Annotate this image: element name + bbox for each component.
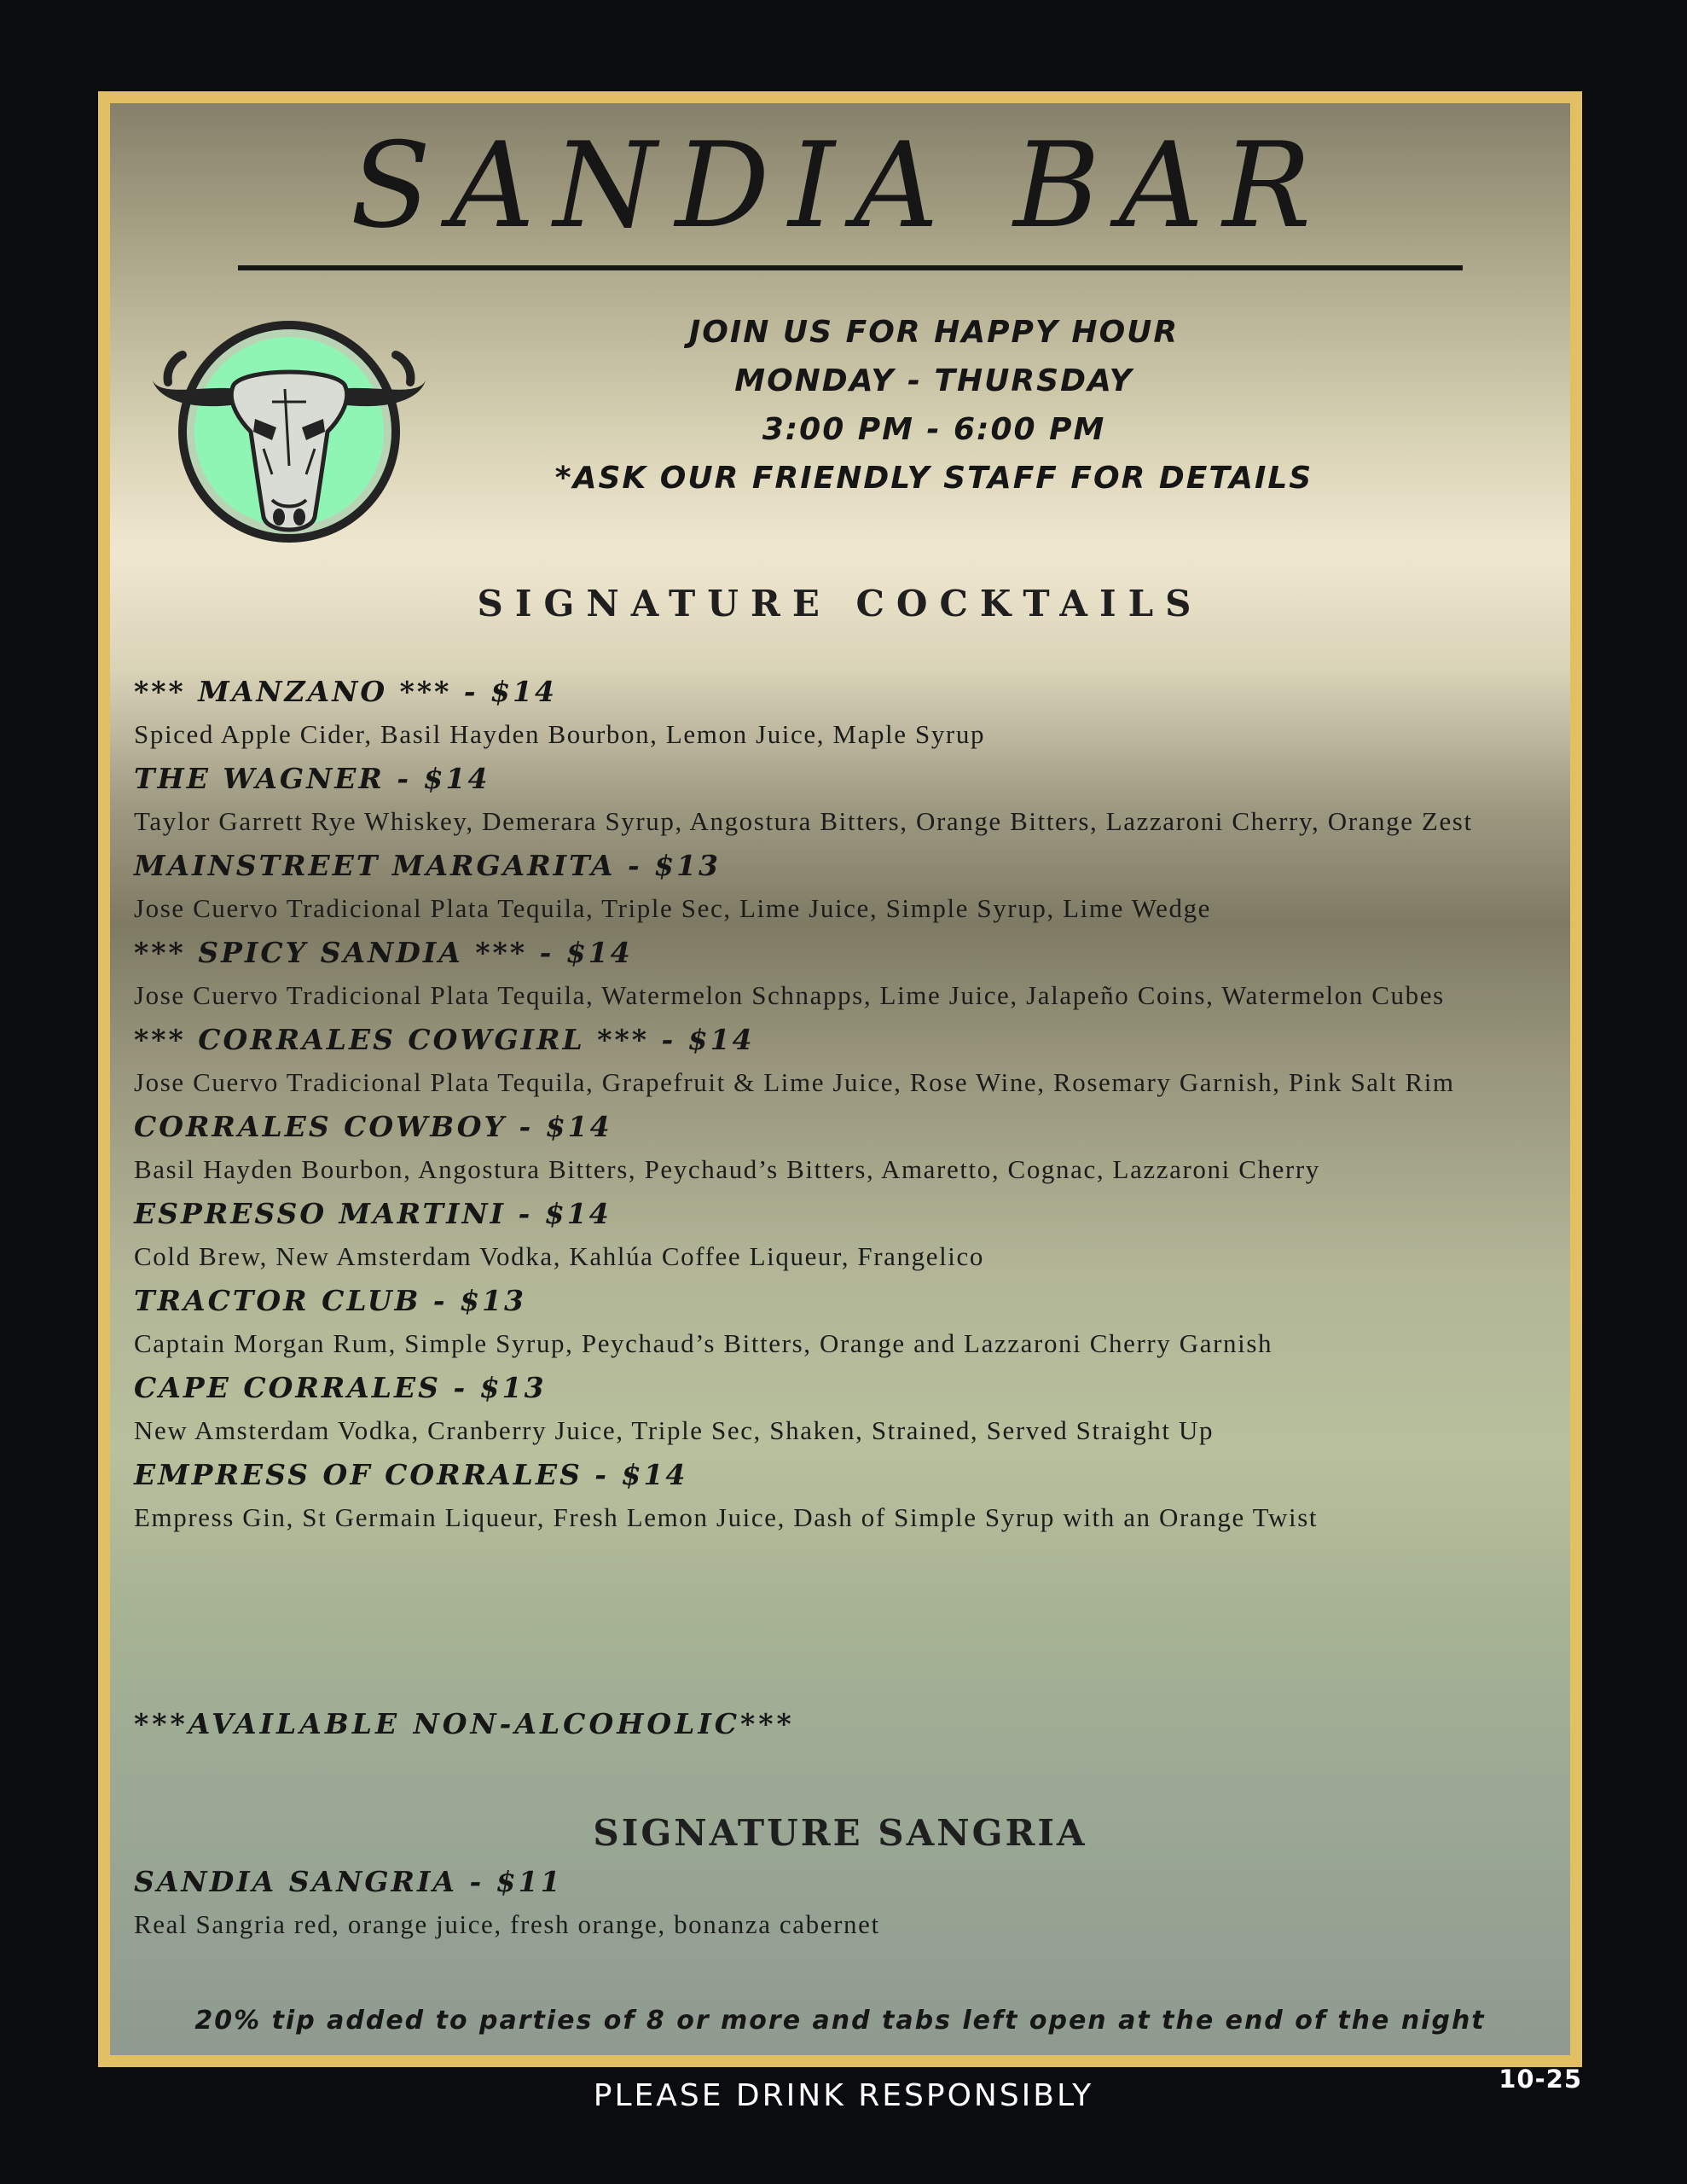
cocktail-name: THE WAGNER - $14 xyxy=(134,762,490,795)
sangria-list xyxy=(134,1861,1558,1948)
cocktail-item xyxy=(134,1280,1558,1365)
cocktail-description: Jose Cuervo Tradicional Plata Tequila, Grapefruit & Lime Juice, Rose Wine, Rosemary Garnish, Pink Salt Rim xyxy=(134,1067,1455,1097)
cocktail-name: *** CORRALES COWGIRL *** - $14 xyxy=(134,1023,755,1056)
signature-sangria-heading: SIGNATURE SANGRIA xyxy=(593,1812,1087,1854)
cocktail-item xyxy=(134,1019,1558,1104)
cocktail-description: Spiced Apple Cider, Basil Hayden Bourbon, Lemon Juice, Maple Syrup xyxy=(134,719,986,749)
cocktail-item xyxy=(134,671,1558,756)
sangria-description: Real Sangria red, orange juice, fresh orange, bonanza cabernet xyxy=(134,1909,880,1939)
cocktail-item xyxy=(134,1106,1558,1191)
happy-hour-days: MONDAY - THURSDAY xyxy=(734,363,1133,398)
sangria-name: SANDIA SANGRIA - $11 xyxy=(134,1865,563,1898)
cocktail-name: *** SPICY SANDIA *** - $14 xyxy=(134,936,633,969)
cocktail-item xyxy=(134,932,1558,1017)
cocktail-description: Cold Brew, New Amsterdam Vodka, Kahlúa Coffee Liqueur, Frangelico xyxy=(134,1241,984,1271)
happy-hour-line: JOIN US FOR HAPPY HOUR xyxy=(688,315,1180,350)
non-alcoholic-note: ***AVAILABLE NON-ALCOHOLIC*** xyxy=(134,1707,795,1740)
cocktail-description: New Amsterdam Vodka, Cranberry Juice, Triple Sec, Shaken, Strained, Served Straight Up xyxy=(134,1415,1215,1445)
happy-hour-time: 3:00 PM - 6:00 PM xyxy=(762,412,1106,447)
happy-hour-block xyxy=(417,308,1451,502)
title-divider xyxy=(238,265,1463,270)
cocktail-description: Captain Morgan Rum, Simple Syrup, Peychaud’s Bitters, Orange and Lazzaroni Cherry Garnish xyxy=(134,1328,1273,1358)
drink-responsibly-footer: PLEASE DRINK RESPONSIBLY xyxy=(593,2078,1094,2113)
cocktail-description: Jose Cuervo Tradicional Plata Tequila, Watermelon Schnapps, Lime Juice, Jalapeño Coins, Watermelon Cubes xyxy=(134,980,1445,1010)
signature-cocktails-heading: SIGNATURE COCKTAILS xyxy=(477,583,1203,624)
cocktail-list xyxy=(134,671,1558,1541)
cocktail-name: CORRALES COWBOY - $14 xyxy=(134,1110,612,1143)
cocktail-name: MAINSTREET MARGARITA - $13 xyxy=(134,849,722,882)
cocktail-name: ESPRESSO MARTINI - $14 xyxy=(134,1197,612,1230)
happy-hour-note: *ASK OUR FRIENDLY STAFF FOR DETAILS xyxy=(554,461,1313,496)
tip-policy-note: 20% tip added to parties of 8 or more and tabs left open at the end of the night xyxy=(194,2006,1486,2036)
cocktail-name: CAPE CORRALES - $13 xyxy=(134,1371,547,1404)
cocktail-description: Basil Hayden Bourbon, Angostura Bitters, Peychaud’s Bitters, Amaretto, Cognac, Lazzaroni Cherry xyxy=(134,1154,1320,1184)
cocktail-description: Empress Gin, St Germain Liqueur, Fresh Lemon Juice, Dash of Simple Syrup with an Orange Twist xyxy=(134,1502,1319,1532)
cocktail-item xyxy=(134,845,1558,930)
cocktail-name: EMPRESS OF CORRALES - $14 xyxy=(134,1458,688,1491)
cocktail-name: *** MANZANO *** - $14 xyxy=(134,675,557,708)
menu-version-code: 10-25 xyxy=(1499,2065,1582,2094)
cocktail-item xyxy=(134,758,1558,843)
bar-title: SANDIA BAR xyxy=(350,117,1330,254)
sangria-item xyxy=(134,1861,1558,1946)
cocktail-name: TRACTOR CLUB - $13 xyxy=(134,1284,526,1317)
cocktail-item xyxy=(134,1193,1558,1278)
cocktail-item xyxy=(134,1454,1558,1539)
cocktail-item xyxy=(134,1367,1558,1452)
bull-skull-icon xyxy=(144,304,434,560)
menu-panel xyxy=(98,91,1582,2067)
cocktail-description: Jose Cuervo Tradicional Plata Tequila, Triple Sec, Lime Juice, Simple Syrup, Lime Wedge xyxy=(134,893,1212,923)
cocktail-description: Taylor Garrett Rye Whiskey, Demerara Syrup, Angostura Bitters, Orange Bitters, Lazzaroni Cherry, Orange Zest xyxy=(134,806,1473,836)
